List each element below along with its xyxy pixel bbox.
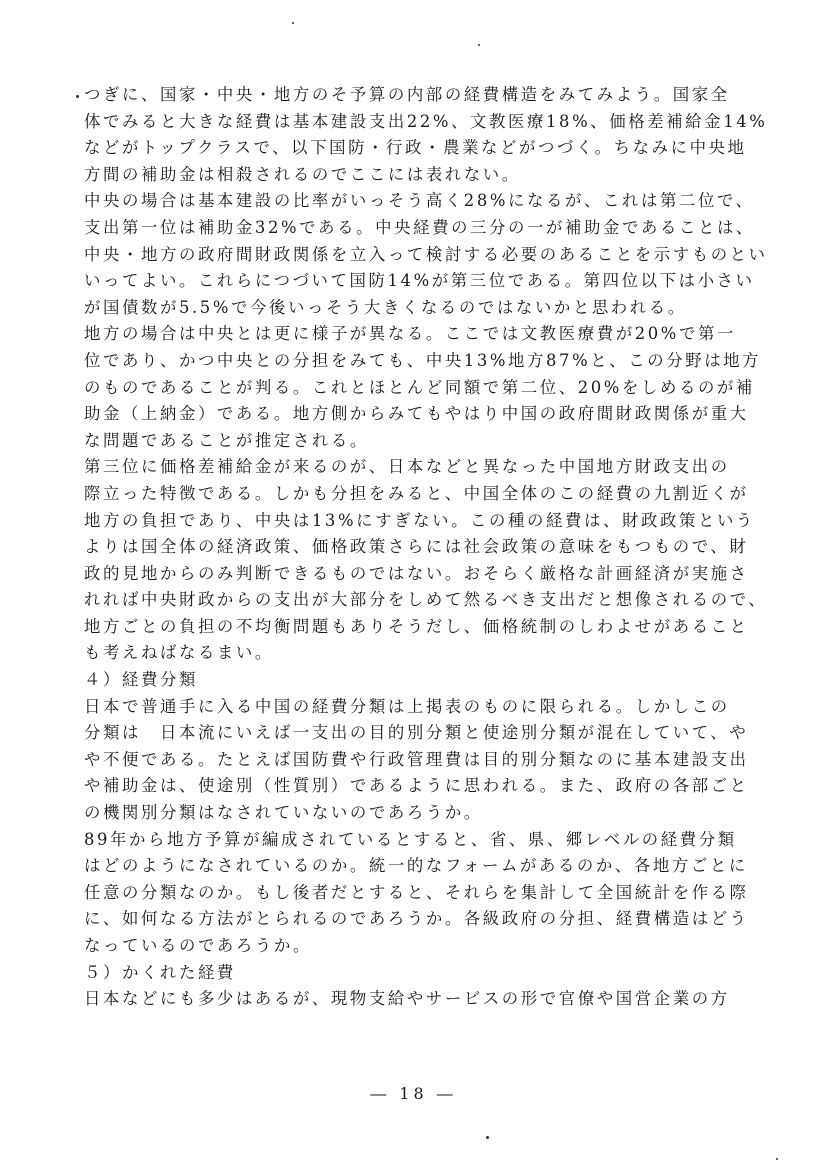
text-line: 地方ごとの負担の不均衡問題もありそうだし、価格統制のしわよせがあること bbox=[84, 616, 749, 636]
text-line: が国債数が5.5%で今後いっそう大きくなるのではないかと思われる。 bbox=[84, 297, 687, 317]
scan-speck bbox=[486, 1136, 489, 1139]
text-line: や不便である。たとえば国防費や行政管理費は目的別分類なのに基本建設支出 bbox=[84, 749, 749, 769]
text-line: ４）経費分類 bbox=[84, 670, 198, 690]
text-line: 支出第一位は補助金32%である。中央経費の三分の一が補助金であることは、 bbox=[84, 217, 755, 237]
text-line: 際立った特徴である。しかも分担をみると、中国全体のこの経費の九割近くが bbox=[84, 483, 749, 503]
text-line: の機関別分類はなされていないのであろうか。 bbox=[84, 803, 483, 823]
text-line: 位であり、かつ中央との分担をみても、中央13%地方87%と、この分野は地方 bbox=[84, 350, 762, 370]
scan-speck bbox=[292, 22, 294, 24]
text-line: などがトップクラスで、以下国防・行政・農業などがつづく。ちなみに中央地 bbox=[84, 138, 747, 158]
text-line: 中央の場合は基本建設の比率がいっそう高く28%になるが、これは第二位で、 bbox=[84, 191, 755, 211]
text-line: 89年から地方予算が編成されているとすると、省、県、郷レベルの経費分類 bbox=[84, 829, 737, 849]
text-line: 助金（上納金）である。地方側からみてもやはり中国の政府間財政関係が重大 bbox=[84, 404, 749, 424]
text-line: 政的見地からのみ判断できるものではない。おそらく厳格な計画経済が実施さ bbox=[84, 563, 749, 583]
text-line: 日本などにも多少はあるが、現物支給やサービスの形で官僚や国営企業の方 bbox=[84, 989, 730, 1009]
text-line: 地方の場合は中央とは更に様子が異なる。ここでは文教医療費が20%で第一 bbox=[84, 324, 736, 344]
scan-speck bbox=[478, 44, 480, 46]
text-line: や補助金は、使途別（性質別）であるように思われる。また、政府の各部ごと bbox=[84, 776, 749, 796]
text-line: 中央・地方の政府間財政関係を立入って検討する必要のあることを示すものとい bbox=[84, 244, 768, 264]
text-line: に、如何なる方法がとられるのであろうか。各級政府の分担、経費構造はどう bbox=[84, 909, 749, 929]
text-line: はどのようになされているのか。統一的なフォームがあるのか、各地方ごとに bbox=[84, 856, 748, 876]
scan-speck bbox=[776, 1158, 778, 1160]
text-line: な問題であることが推定される。 bbox=[84, 430, 369, 450]
text-line: 任意の分類なのか。もし後者だとすると、それらを集計して全国統計を作る際 bbox=[84, 882, 749, 902]
text-line: 方間の補助金は相殺されるのでここには表れない。 bbox=[84, 164, 521, 184]
text-line: れれば中央財政からの支出が大部分をしめて然るべき支出だと想像されるので、 bbox=[84, 590, 768, 610]
page-number: ― 18 ― bbox=[370, 1084, 457, 1103]
text-line: いってよい。これらにつづいて国防14%が第三位である。第四位以下は小さい bbox=[84, 271, 755, 291]
text-line: なっているのであろうか。 bbox=[84, 936, 312, 955]
text-line: よりは国全体の経済政策、価格政策さらには社会政策の意味をもつもので、財 bbox=[84, 537, 749, 557]
text-line: 体でみると大きな経費は基本建設支出22%、文教医療18%、価格差補給金14% bbox=[84, 111, 768, 131]
body-text bbox=[84, 82, 784, 1013]
text-line: 第三位に価格差補給金が来るのが、日本などと異なった中国地方財政支出の bbox=[84, 457, 730, 477]
text-line: も考えねばなるまい。 bbox=[84, 643, 274, 663]
text-line: 分類は 日本流にいえば一支出の目的別分類と使途別分類が混在していて、や bbox=[84, 723, 749, 743]
text-line: 地方の負担であり、中央は13%にすぎない。この種の経費は、財政政策という bbox=[84, 510, 755, 530]
text-line: 日本で普通手に入る中国の経費分類は上掲表のものに限られる。しかしこの bbox=[84, 696, 730, 716]
scan-speck bbox=[76, 95, 79, 98]
text-line: つぎに、国家・中央・地方のそ予算の内部の経費構造をみてみよう。国家全 bbox=[84, 85, 730, 104]
text-line: ５）かくれた経費 bbox=[84, 962, 236, 982]
text-line: のものであることが判る。これとほとんど同額で第二位、20%をしめるのが補 bbox=[84, 377, 755, 397]
